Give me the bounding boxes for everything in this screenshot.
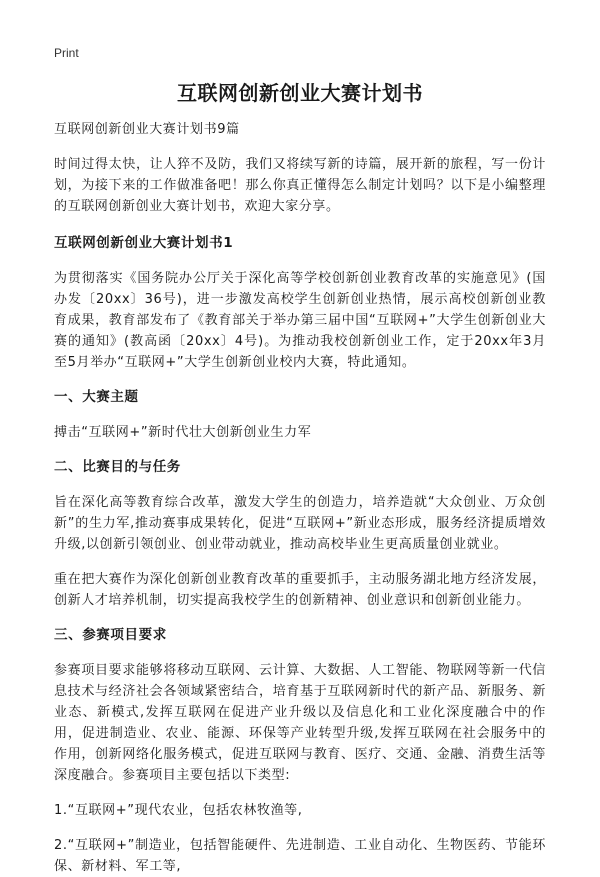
document-subtitle: 互联网创新创业大赛计划书9篇 bbox=[54, 122, 240, 137]
list-item-2: 2.“互联网+”制造业，包括智能硬件、先进制造、工业自动化、生物医药、节能环保、新材料、军工等, bbox=[54, 838, 546, 874]
document-body bbox=[54, 119, 546, 877]
intro-paragraph: 时间过得太快，让人猝不及防，我们又将续写新的诗篇，展开新的旅程，写一份计划，为接下来的工作做准备吧！那么你真正懂得怎么制定计划吗？以下是小编整理的互联网创新创业大赛计划书，欢迎大家分享。 bbox=[54, 157, 546, 214]
goals-paragraph-2: 重在把大赛作为深化创新创业教育改革的重要抓手，主动服务湖北地方经济发展，创新人才培养机制，切实提高我校学生的创新精神、创业意识和创新创业能力。 bbox=[54, 572, 546, 608]
goals-paragraph-1: 旨在深化高等教育综合改革，激发大学生的创造力，培养造就“大众创业、万众创新”的生力军,推动赛事成果转化，促进“互联网+”新业态形成，服务经济提质增效升级,以创新引领创业、创业带动就业，推动高校毕业生更高质量创业就业。 bbox=[54, 495, 546, 552]
heading-theme: 一、大赛主题 bbox=[54, 389, 139, 405]
page-title: 互联网创新创业大赛计划书 bbox=[177, 81, 423, 105]
list-item-1: 1.“互联网+”现代农业，包括农林牧渔等, bbox=[54, 803, 303, 818]
heading-goals: 二、比赛目的与任务 bbox=[54, 459, 181, 475]
requirements-paragraph: 参赛项目要求能够将移动互联网、云计算、大数据、人工智能、物联网等新一代信息技术与经济社会各领域紧密结合，培育基于互联网新时代的新产品、新服务、新业态、新模式,发挥互联网在促进产业升级以及信息化和工业化深度融合中的作用，促进制造业、农业、能源、环保等产业转型升级,发挥互联网在社会服务中的作用，创新网络化服务模式，促进互联网与教育、医疗、交通、金融、消费生活等深度融合。参赛项目主要包括以下类型: bbox=[54, 663, 546, 783]
section-heading-plan-1: 互联网创新创业大赛计划书1 bbox=[54, 235, 234, 251]
section1-paragraph: 为贯彻落实《国务院办公厅关于深化高等学校创新创业教育改革的实施意见》(国办发〔20xx〕36号)，进一步激发高校学生创新创业热情，展示高校创新创业教育成果，教育部发布了《教育部关于举办第三届中国“互联网+”大学生创新创业大赛的通知》(教高函〔20xx〕4号)。为推动我校创新创业工作，定于20xx年3月至5月举办“互联网+”大学生创新创业校内大赛，特此通知。 bbox=[54, 271, 546, 370]
theme-text: 搏击“互联网+”新时代壮大创新创业生力军 bbox=[54, 425, 312, 440]
heading-requirements: 三、参赛项目要求 bbox=[54, 627, 167, 643]
print-link[interactable]: Print bbox=[54, 46, 79, 60]
